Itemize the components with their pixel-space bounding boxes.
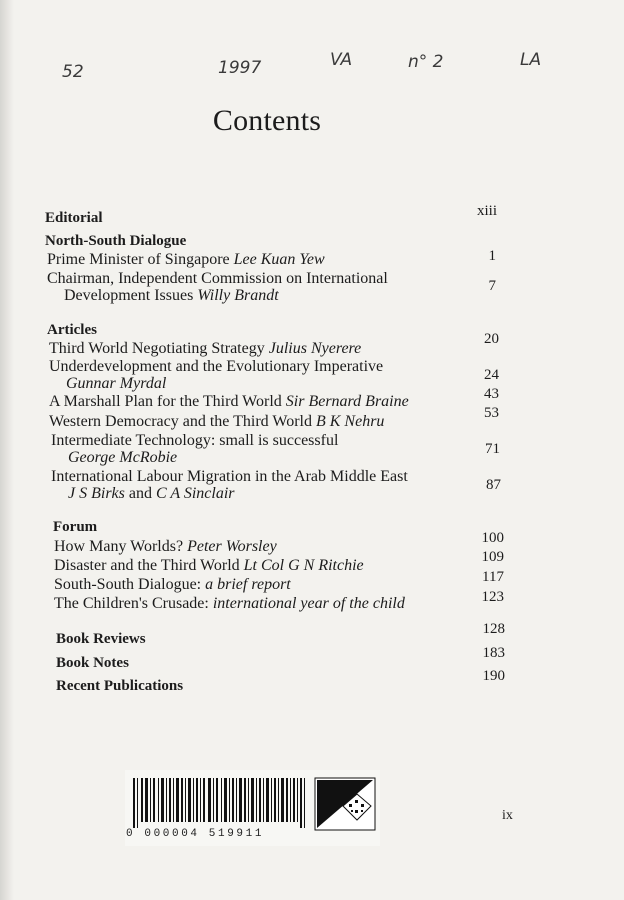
handwritten-note-1: 52: [62, 62, 84, 82]
toc-entry: International Labour Migration in the Arab Middle East: [51, 468, 408, 485]
section-book-reviews: Book Reviews: [56, 631, 146, 647]
toc-entry: Prime Minister of Singapore Lee Kuan Yew: [47, 251, 325, 268]
page-number: 20: [484, 331, 499, 347]
toc-entry-continuation: George McRobie: [68, 449, 178, 466]
folio-page-number: ix: [502, 808, 513, 823]
section-recent-publications: Recent Publications: [56, 678, 184, 694]
page-number: 183: [482, 645, 505, 661]
section-north-south-dialogue: North-South Dialogue: [45, 233, 187, 249]
handwritten-note-number: n° 2: [408, 52, 444, 72]
page-number: 190: [482, 668, 505, 684]
toc-entry-continuation: J S Birks and C A Sinclair: [68, 485, 235, 502]
toc-entry-continuation: Development Issues Willy Brandt: [64, 287, 279, 304]
page-number: 128: [482, 621, 505, 637]
handwritten-note-region: LA: [520, 50, 542, 70]
barcode-number: 0 000004 519911: [126, 828, 265, 840]
toc-entry: Disaster and the Third World Lt Col G N Ritchie: [54, 557, 364, 574]
page-number: 100: [481, 530, 504, 546]
toc-entry: How Many Worlds? Peter Worsley: [54, 538, 277, 555]
handwritten-note-volume: VA: [330, 50, 353, 70]
page-title: Contents: [212, 104, 322, 137]
publisher-logo: [315, 778, 375, 830]
section-editorial: Editorial: [45, 210, 103, 226]
page-number: 87: [486, 477, 501, 493]
page-number: 1: [488, 248, 496, 264]
page-number: 117: [482, 569, 504, 585]
section-book-notes: Book Notes: [56, 655, 129, 671]
section-forum: Forum: [53, 519, 98, 535]
toc-entry: Third World Negotiating Strategy Julius Nyerere: [49, 340, 362, 357]
section-articles: Articles: [47, 322, 97, 338]
toc-entry: A Marshall Plan for the Third World Sir Bernard Braine: [49, 393, 409, 410]
page-number: 43: [484, 386, 499, 402]
page-number-editorial: xiii: [476, 203, 497, 219]
toc-entry-continuation: Gunnar Myrdal: [66, 375, 167, 392]
page-number: 24: [484, 367, 499, 383]
page-number: 109: [481, 549, 504, 565]
page-number: 7: [488, 278, 496, 294]
toc-entry: Underdevelopment and the Evolutionary Imperative: [49, 358, 384, 375]
toc-entry: The Children's Crusade: international year of the child: [54, 595, 405, 612]
page-number: 123: [481, 589, 504, 605]
toc-entry: Western Democracy and the Third World B K Nehru: [49, 413, 385, 430]
page-number: 71: [485, 441, 500, 457]
toc-entry: Intermediate Technology: small is successful: [51, 432, 339, 449]
handwritten-note-year: 1997: [218, 58, 262, 78]
page-number: 53: [484, 405, 499, 421]
toc-entry: Chairman, Independent Commission on International: [47, 270, 388, 287]
toc-entry: South-South Dialogue: a brief report: [54, 576, 291, 593]
